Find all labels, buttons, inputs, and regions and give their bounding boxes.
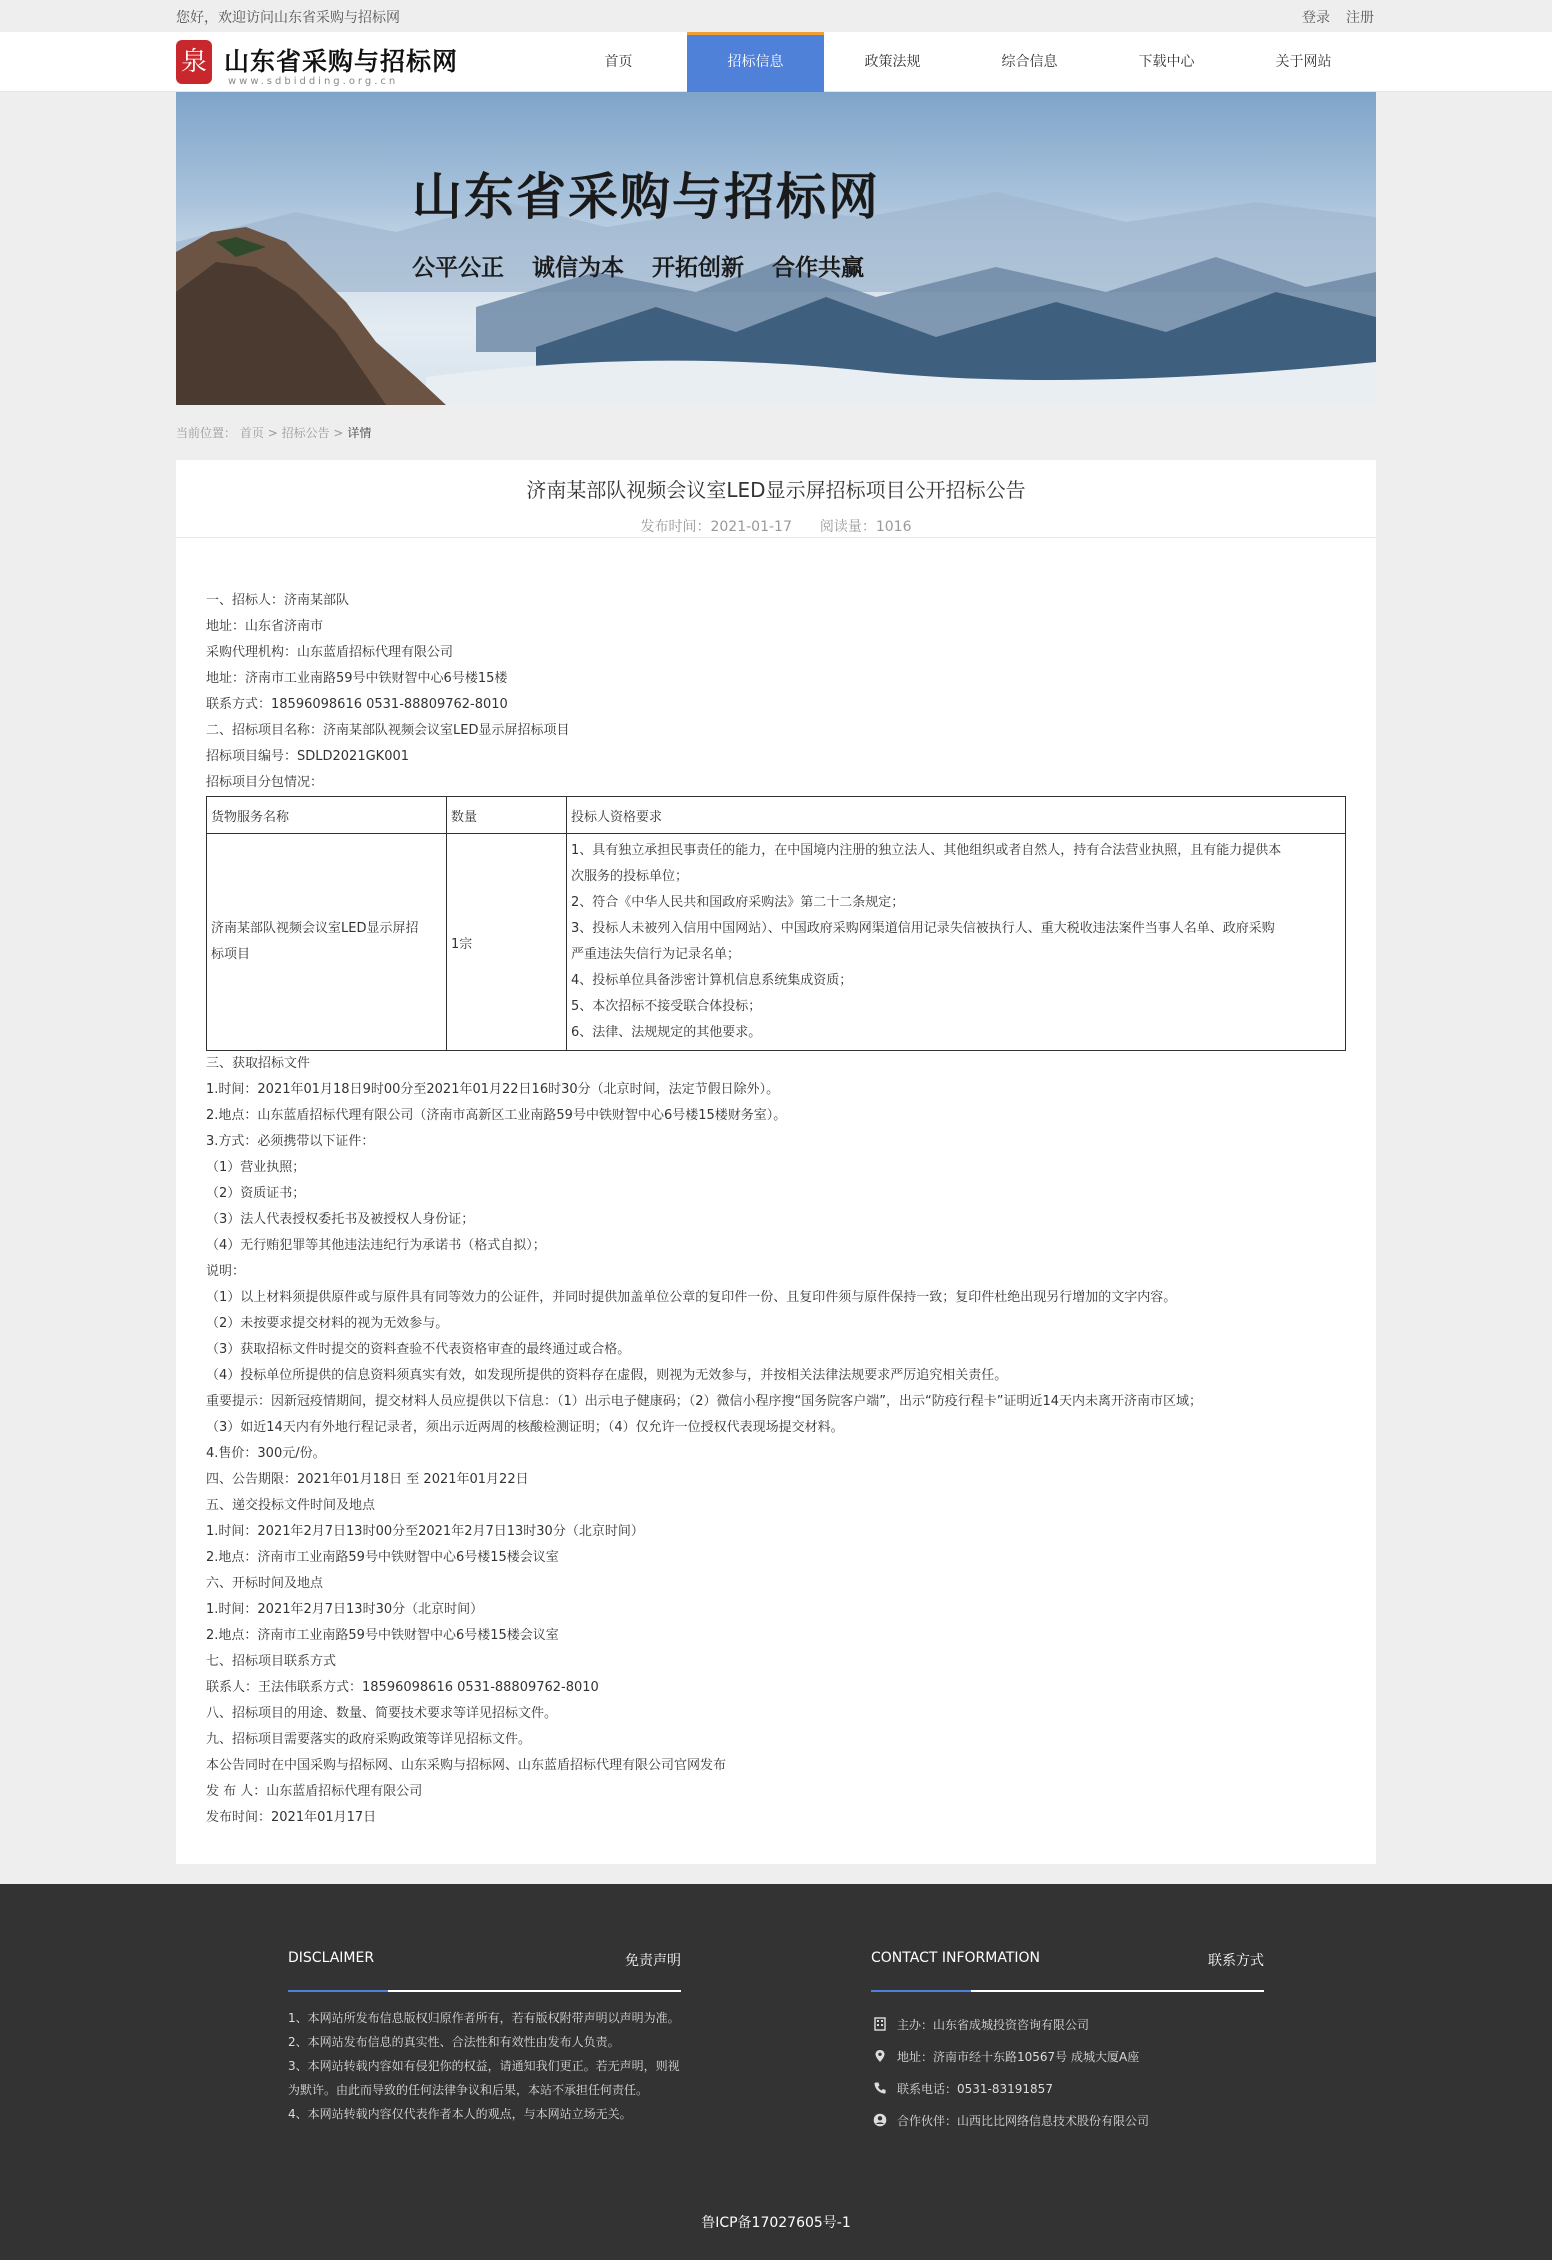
requirement-line: 次服务的投标单位；: [571, 869, 689, 884]
article-line: 招标项目分包情况：: [206, 775, 324, 790]
article-line: 重要提示：因新冠疫情期间，提交材料人员应提供以下信息：（1）出示电子健康码；（2）微信小程序搜“国务院客户端”，出示“防疫行程卡”证明近14天内未离开济南市区域；: [206, 1394, 1203, 1409]
article-section-intro: [206, 588, 1346, 796]
publish-time: 发布时间：2021-01-17: [640, 519, 792, 535]
slogan: 诚信为本: [532, 254, 624, 281]
table-cell-requirements: [567, 834, 1346, 1051]
top-bar: [0, 0, 1552, 32]
requirement-line: 1、具有独立承担民事责任的能力，在中国境内注册的独立法人、其他组织或者自然人，持有合法营业执照，且有能力提供本: [571, 843, 1282, 858]
footer-contact: [871, 1950, 1264, 2136]
contact-title-en: CONTACT INFORMATION: [871, 1950, 1040, 1966]
disclaimer-line: 为默许。由此而导致的任何法律争议和后果，本站不承担任何责任。: [288, 2083, 649, 2097]
article-line: 2.地点：济南市工业南路59号中铁财智中心6号楼15楼会议室: [206, 1550, 559, 1565]
article-line: （2）未按要求提交材料的视为无效参与。: [206, 1316, 449, 1331]
banner-title: 山东省采购与招标网: [412, 167, 880, 226]
nav-download[interactable]: 下载中心: [1138, 54, 1195, 70]
article-line: 本公告同时在中国采购与招标网、山东采购与招标网、山东蓝盾招标代理有限公司官网发布: [206, 1758, 727, 1773]
article-line: 地址：山东省济南市: [206, 619, 324, 634]
article-line: （4）投标单位所提供的信息资料须真实有效，如发现所提供的资料存在虚假，则视为无效参与，并按相关法律法规要求严厉追究相关责任。: [206, 1368, 1008, 1383]
article-title: 济南某部队视频会议室LED显示屏招标项目公开招标公告: [526, 478, 1026, 502]
footer-rule: [871, 1990, 1264, 1992]
article-line: 七、招标项目联系方式: [206, 1654, 337, 1669]
breadcrumb-current: 详情: [347, 426, 372, 440]
welcome-text: 您好，欢迎访问山东省采购与招标网: [176, 10, 400, 26]
table-cell-name: [207, 834, 447, 1051]
article-body: [206, 588, 1346, 1831]
article-section-main: [206, 1051, 1346, 1831]
logo-url: www.sdbidding.org.cn: [228, 76, 399, 87]
breadcrumb-home[interactable]: 首页: [239, 426, 264, 440]
breadcrumb-label: 当前位置：: [176, 426, 237, 440]
article-line: 3.方式：必须携带以下证件：: [206, 1134, 375, 1149]
article-line: 联系人：王法伟联系方式：18596098616 0531-88809762-8010: [206, 1680, 599, 1695]
main-nav: [550, 32, 1372, 92]
article-line: 五、递交投标文件时间及地点: [206, 1498, 376, 1513]
article-line: 采购代理机构：山东蓝盾招标代理有限公司: [206, 645, 454, 660]
location-pin-icon: [873, 2049, 887, 2063]
article-panel: [176, 460, 1376, 1864]
site-footer: [0, 1884, 1552, 2260]
article-line: 发布时间：2021年01月17日: [206, 1810, 377, 1825]
disclaimer-line: 3、本网站转载内容如有侵犯你的权益，请通知我们更正。若无声明，则视: [288, 2059, 680, 2073]
article-line: 4.售价：300元/份。: [206, 1446, 326, 1461]
article-line: 1.时间：2021年2月7日13时00分至2021年2月7日13时30分（北京时间）: [206, 1524, 644, 1539]
slogan: 开拓创新: [652, 254, 744, 281]
table-cell-qty: 1宗: [447, 834, 567, 1051]
article-line: （1）营业执照；: [206, 1160, 306, 1175]
disclaimer-header: [288, 1950, 681, 1974]
article-line: （3）如近14天内有外地行程记录者，须出示近两周的核酸检测证明；（4）仅允许一位授权代表现场提交材料。: [206, 1420, 844, 1435]
breadcrumb-section[interactable]: 招标公告: [281, 426, 330, 440]
item-name-line: 标项目: [211, 947, 251, 962]
auth-links: [1286, 7, 1374, 27]
contact-item: [871, 2008, 1264, 2040]
login-link[interactable]: 登录: [1302, 10, 1330, 26]
banner-slogans: [412, 249, 864, 282]
article-line: 二、招标项目名称：济南某部队视频会议室LED显示屏招标项目: [206, 723, 570, 738]
contact-list: [871, 2008, 1264, 2136]
site-logo[interactable]: [176, 40, 476, 86]
article-line: （4）无行贿犯罪等其他违法违纪行为承诺书（格式自拟）；: [206, 1238, 546, 1253]
article-line: 九、招标项目需要落实的政府采购政策等详见招标文件。: [206, 1732, 532, 1747]
table-header-cell: 货物服务名称: [207, 797, 447, 834]
article-line: 六、开标时间及地点: [206, 1576, 324, 1591]
nav-general-info[interactable]: 综合信息: [1001, 54, 1058, 70]
package-table: [206, 796, 1346, 1051]
article-line: 招标项目编号：SDLD2021GK001: [206, 749, 410, 764]
footer-rule: [288, 1990, 681, 1992]
table-header-cell: 数量: [447, 797, 567, 834]
article-line: （1）以上材料须提供原件或与原件具有同等效力的公证件，并同时提供加盖单位公章的复印件一份、且复印件须与原件保持一致；复印件杜绝出现另行增加的文字内容。: [206, 1290, 1177, 1305]
disclaimer-title-en: DISCLAIMER: [288, 1950, 375, 1966]
requirement-line: 4、投标单位具备涉密计算机信息系统集成资质；: [571, 973, 853, 988]
phone-icon: [873, 2081, 887, 2095]
slogan: 合作共赢: [772, 254, 864, 281]
nav-policy[interactable]: 政策法规: [864, 54, 921, 70]
breadcrumb-separator: >: [267, 426, 278, 440]
contact-item: [871, 2072, 1264, 2104]
partner-user-icon: [873, 2113, 887, 2127]
building-icon: [873, 2017, 887, 2031]
contact-address: 地址：济南市经十东路10567号 成城大厦A座: [897, 2049, 1140, 2064]
logo-name: 山东省采购与招标网: [224, 47, 459, 76]
divider: [176, 537, 1376, 538]
contact-header: [871, 1950, 1264, 1974]
article-line: 2.地点：山东蓝盾招标代理有限公司（济南市高新区工业南路59号中铁财智中心6号楼15楼财务室）。: [206, 1108, 787, 1123]
article-line: 一、招标人：济南某部队: [206, 593, 350, 608]
article-line: 联系方式：18596098616 0531-88809762-8010: [206, 697, 508, 712]
article-line: 八、招标项目的用途、数量、简要技术要求等详见招标文件。: [206, 1706, 558, 1721]
table-header-cell: 投标人资格要求: [567, 797, 1346, 834]
requirement-line: 5、本次招标不接受联合体投标；: [571, 999, 762, 1014]
nav-bidding-info[interactable]: 招标信息: [687, 32, 824, 92]
article-line: 三、获取招标文件: [206, 1056, 311, 1071]
requirement-line: 6、法律、法规规定的其他要求。: [571, 1025, 762, 1040]
nav-about[interactable]: 关于网站: [1275, 54, 1332, 70]
article-line: （3）法人代表授权委托书及被授权人身份证；: [206, 1212, 475, 1227]
view-count: 阅读量：1016: [819, 519, 912, 535]
disclaimer-line: 4、本网站转载内容仅代表作者本人的观点，与本网站立场无关。: [288, 2107, 632, 2121]
article-line: 地址：济南市工业南路59号中铁财智中心6号楼15楼: [206, 671, 508, 686]
breadcrumb: [176, 424, 371, 441]
article-line: 四、公告期限：2021年01月18日 至 2021年01月22日: [206, 1472, 529, 1487]
article-line: （2）资质证书；: [206, 1186, 306, 1201]
requirements-list: [571, 838, 1341, 1046]
requirement-line: 严重违法失信行为记录名单；: [571, 947, 741, 962]
contact-item: [871, 2040, 1264, 2072]
contact-title-cn: 联系方式: [1208, 1953, 1264, 1969]
hero-banner: [176, 92, 1376, 405]
article-meta: [176, 516, 1376, 536]
article-line: 1.时间：2021年01月18日9时00分至2021年01月22日16时30分（北京时间，法定节假日除外）。: [206, 1082, 780, 1097]
contact-host: 主办：山东省成城投资咨询有限公司: [897, 2017, 1090, 2032]
article-line: 1.时间：2021年2月7日13时30分（北京时间）: [206, 1602, 484, 1617]
footer-disclaimer: [288, 1950, 681, 2126]
breadcrumb-separator: >: [333, 426, 344, 440]
article-line: 发 布 人：山东蓝盾招标代理有限公司: [206, 1784, 423, 1799]
table-header-row: [207, 797, 1346, 834]
requirement-line: 3、投标人未被列入信用中国网站）、中国政府采购网渠道信用记录失信被执行人、重大税收违法案件当事人名单、政府采购: [571, 921, 1275, 936]
disclaimer-title-cn: 免责声明: [625, 1953, 681, 1969]
disclaimer-line: 1、本网站所发布信息版权归原作者所有，若有版权附带声明以声明为准。: [288, 2011, 680, 2025]
disclaimer-list: [288, 2006, 681, 2126]
contact-partner: 合作伙伴：山西比比网络信息技术股份有限公司: [897, 2113, 1150, 2128]
site-header: [0, 32, 1552, 92]
requirement-line: 2、符合《中华人民共和国政府采购法》第二十二条规定；: [571, 895, 905, 910]
item-name-line: 济南某部队视频会议室LED显示屏招: [211, 921, 419, 936]
nav-home[interactable]: 首页: [604, 54, 633, 70]
logo-seal-icon: 泉: [176, 40, 212, 84]
register-link[interactable]: 注册: [1346, 10, 1374, 26]
table-row: [207, 834, 1346, 1051]
article-line: 2.地点：济南市工业南路59号中铁财智中心6号楼15楼会议室: [206, 1628, 559, 1643]
disclaimer-line: 2、本网站发布信息的真实性、合法性和有效性由发布人负责。: [288, 2035, 620, 2049]
article-line: 说明：: [206, 1264, 246, 1279]
slogan: 公平公正: [412, 254, 504, 281]
article-line: （3）获取招标文件时提交的资料查验不代表资格审查的最终通过或合格。: [206, 1342, 631, 1357]
contact-phone: 联系电话：0531-83191857: [897, 2081, 1053, 2096]
contact-item: [871, 2104, 1264, 2136]
icp-number[interactable]: 鲁ICP备17027605号-1: [701, 2215, 851, 2231]
